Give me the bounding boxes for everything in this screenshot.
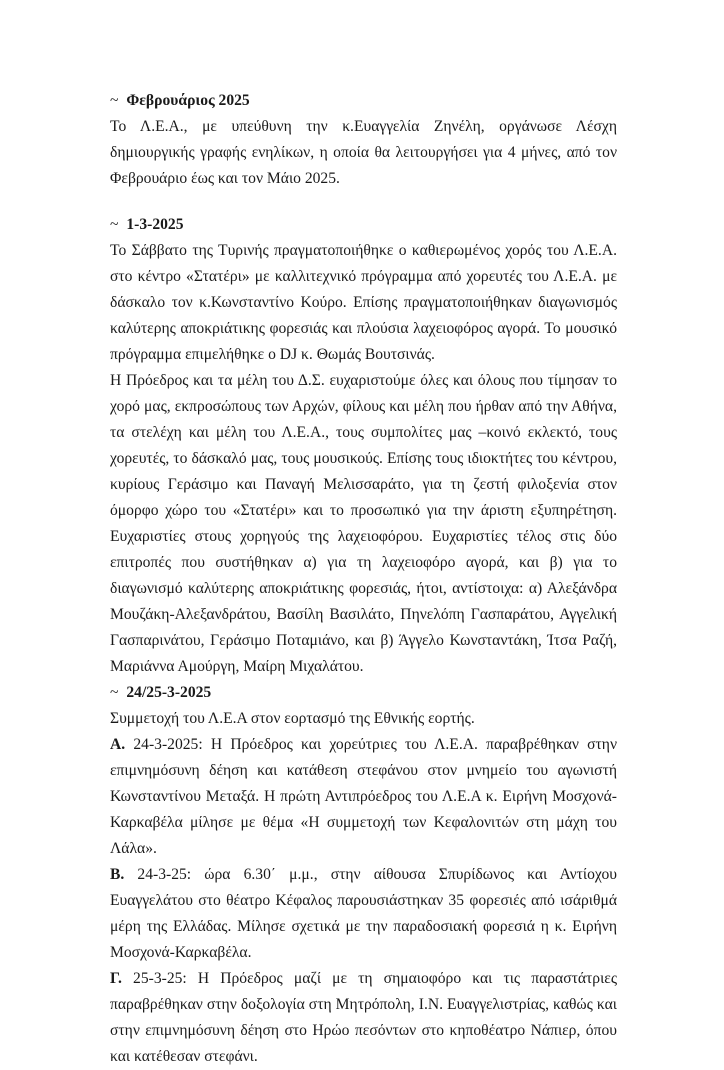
paragraph: Η Πρόεδρος και τα μέλη του Δ.Σ. ευχαριστούμε όλες και όλους που τίμησαν το χορό μας, εκπροσώπους των Αρχών, φίλους και μέλη που ήρθαν από την Αθήνα, τα στελέχη και μέλη του Λ.Ε.Α., τους συμπολίτες μας –κοινό εκλεκτό, τους χορευτές, το δάσκαλό μας, τους μουσικούς. Επίσης τους ιδιοκτήτες του κέντρου, κυρίους Γεράσιμο και Παναγή Μελισσαράτο, για τη ζεστή φιλοξενία στον όμορφο χώρο του «Στατέρι» και το προσωπικό για την άριστη εξυπηρέτηση. Ευχαριστίες στους χορηγούς της λαχειοφόρου. Ευχαριστίες τέλος στις δύο επιτροπές που συστήθηκαν α) για τη λαχειοφόρο αγορά, και β) για το διαγωνισμό καλύτερης αποκριάτικης φορεσιάς, ήτοι, αντίστοιχα: α) Αλεξάνδρα Μουζάκη-Αλεξανδράτου, Βασίλη Βασιλάτο, Πηνελόπη Γασπαράτου, Αγγελική Γασπαρινάτου, Γεράσιμο Ποταμιάνο, και β) Άγγελο Κωνσταντάκη, Ίτσα Ραζή, Μαριάννα Αμούργη, Μαίρη Μιχαλάτου. <box>110 372 617 675</box>
section-24-25-3-2025 <box>110 680 617 1070</box>
section-heading <box>110 680 617 706</box>
list-item <box>110 966 617 1070</box>
tilde-marker: ~ <box>110 216 123 233</box>
spacer <box>110 192 617 212</box>
heading-text: 1-3-2025 <box>126 216 184 233</box>
tilde-marker: ~ <box>110 684 123 701</box>
section-heading <box>110 88 617 114</box>
list-item <box>110 732 617 862</box>
heading-text: 24/25-3-2025 <box>126 684 212 701</box>
tilde-marker: ~ <box>110 92 123 109</box>
section-1-3-2025 <box>110 212 617 680</box>
heading-text: Φεβρουάριος 2025 <box>126 92 250 109</box>
item-text: 25-3-25: Η Πρόεδρος μαζί με τη σημαιοφόρο και τις παραστάτριες παραβρέθηκαν στην δοξολογία στη Μητρόπολη, Ι.Ν. Ευαγγελιστρίας, καθώς και στην επιμνημόσυνη δέηση στο Ηρώο πεσόντων στο κηποθέατρο Νάπιερ, όπου και κατέθεσαν στεφάνι. <box>110 970 617 1065</box>
paragraph: Το Λ.Ε.Α., με υπεύθυνη την κ.Ευαγγελία Ζηνέλη, οργάνωσε Λέσχη δημιουργικής γραφής ενηλίκων, η οποία θα λειτουργήσει για 4 μήνες, από τον Φεβρουάριο έως και τον Μάιο 2025. <box>110 118 617 187</box>
section-heading <box>110 212 617 238</box>
paragraph: Το Σάββατο της Τυρινής πραγματοποιήθηκε ο καθιερωμένος χορός του Λ.Ε.Α. στο κέντρο «Στατέρι» με καλλιτεχνικό πρόγραμμα από χορευτές του Λ.Ε.Α. με δάσκαλο τον κ.Κωνσταντίνο Κούρο. Επίσης πραγματοποιήθηκαν διαγωνισμός καλύτερης αποκριάτικης φορεσιάς και πλούσια λαχειοφόρος αγορά. Το μουσικό πρόγραμμα επιμελήθηκε ο DJ κ. Θωμάς Βουτσινάς. <box>110 242 617 363</box>
item-label: Α. <box>110 736 126 753</box>
item-label: Β. <box>110 866 125 883</box>
section-february-2025 <box>110 88 617 192</box>
section-intro: Συμμετοχή του Λ.Ε.Α στον εορτασμό της Εθνικής εορτής. <box>110 710 475 727</box>
document-page <box>110 88 617 1070</box>
list-item <box>110 862 617 966</box>
item-text: 24-3-2025: Η Πρόεδρος και χορεύτριες του Λ.Ε.Α. παραβρέθηκαν στην επιμνημόσυνη δέηση και κατάθεση στεφάνου στον μνημείο του αγωνιστή Κωνσταντίνου Μεταξά. Η πρώτη Αντιπρόεδρος του Λ.Ε.Α κ. Ειρήνη Μοσχονά-Καρκαβέλα μίλησε με θέμα «Η συμμετοχή των Κεφαλονιτών στη μάχη του Λάλα». <box>110 736 617 857</box>
item-label: Γ. <box>110 970 122 987</box>
item-text: 24-3-25: ώρα 6.30΄ μ.μ., στην αίθουσα Σπυρίδωνος και Αντίοχου Ευαγγελάτου στο θέατρο Κέφαλος παρουσιάστηκαν 35 φορεσιές από ισάριθμά μέρη της Ελλάδας. Μίλησε σχετικά με την παραδοσιακή φορεσιά η κ. Ειρήνη Μοσχονά-Καρκαβέλα. <box>110 866 617 961</box>
